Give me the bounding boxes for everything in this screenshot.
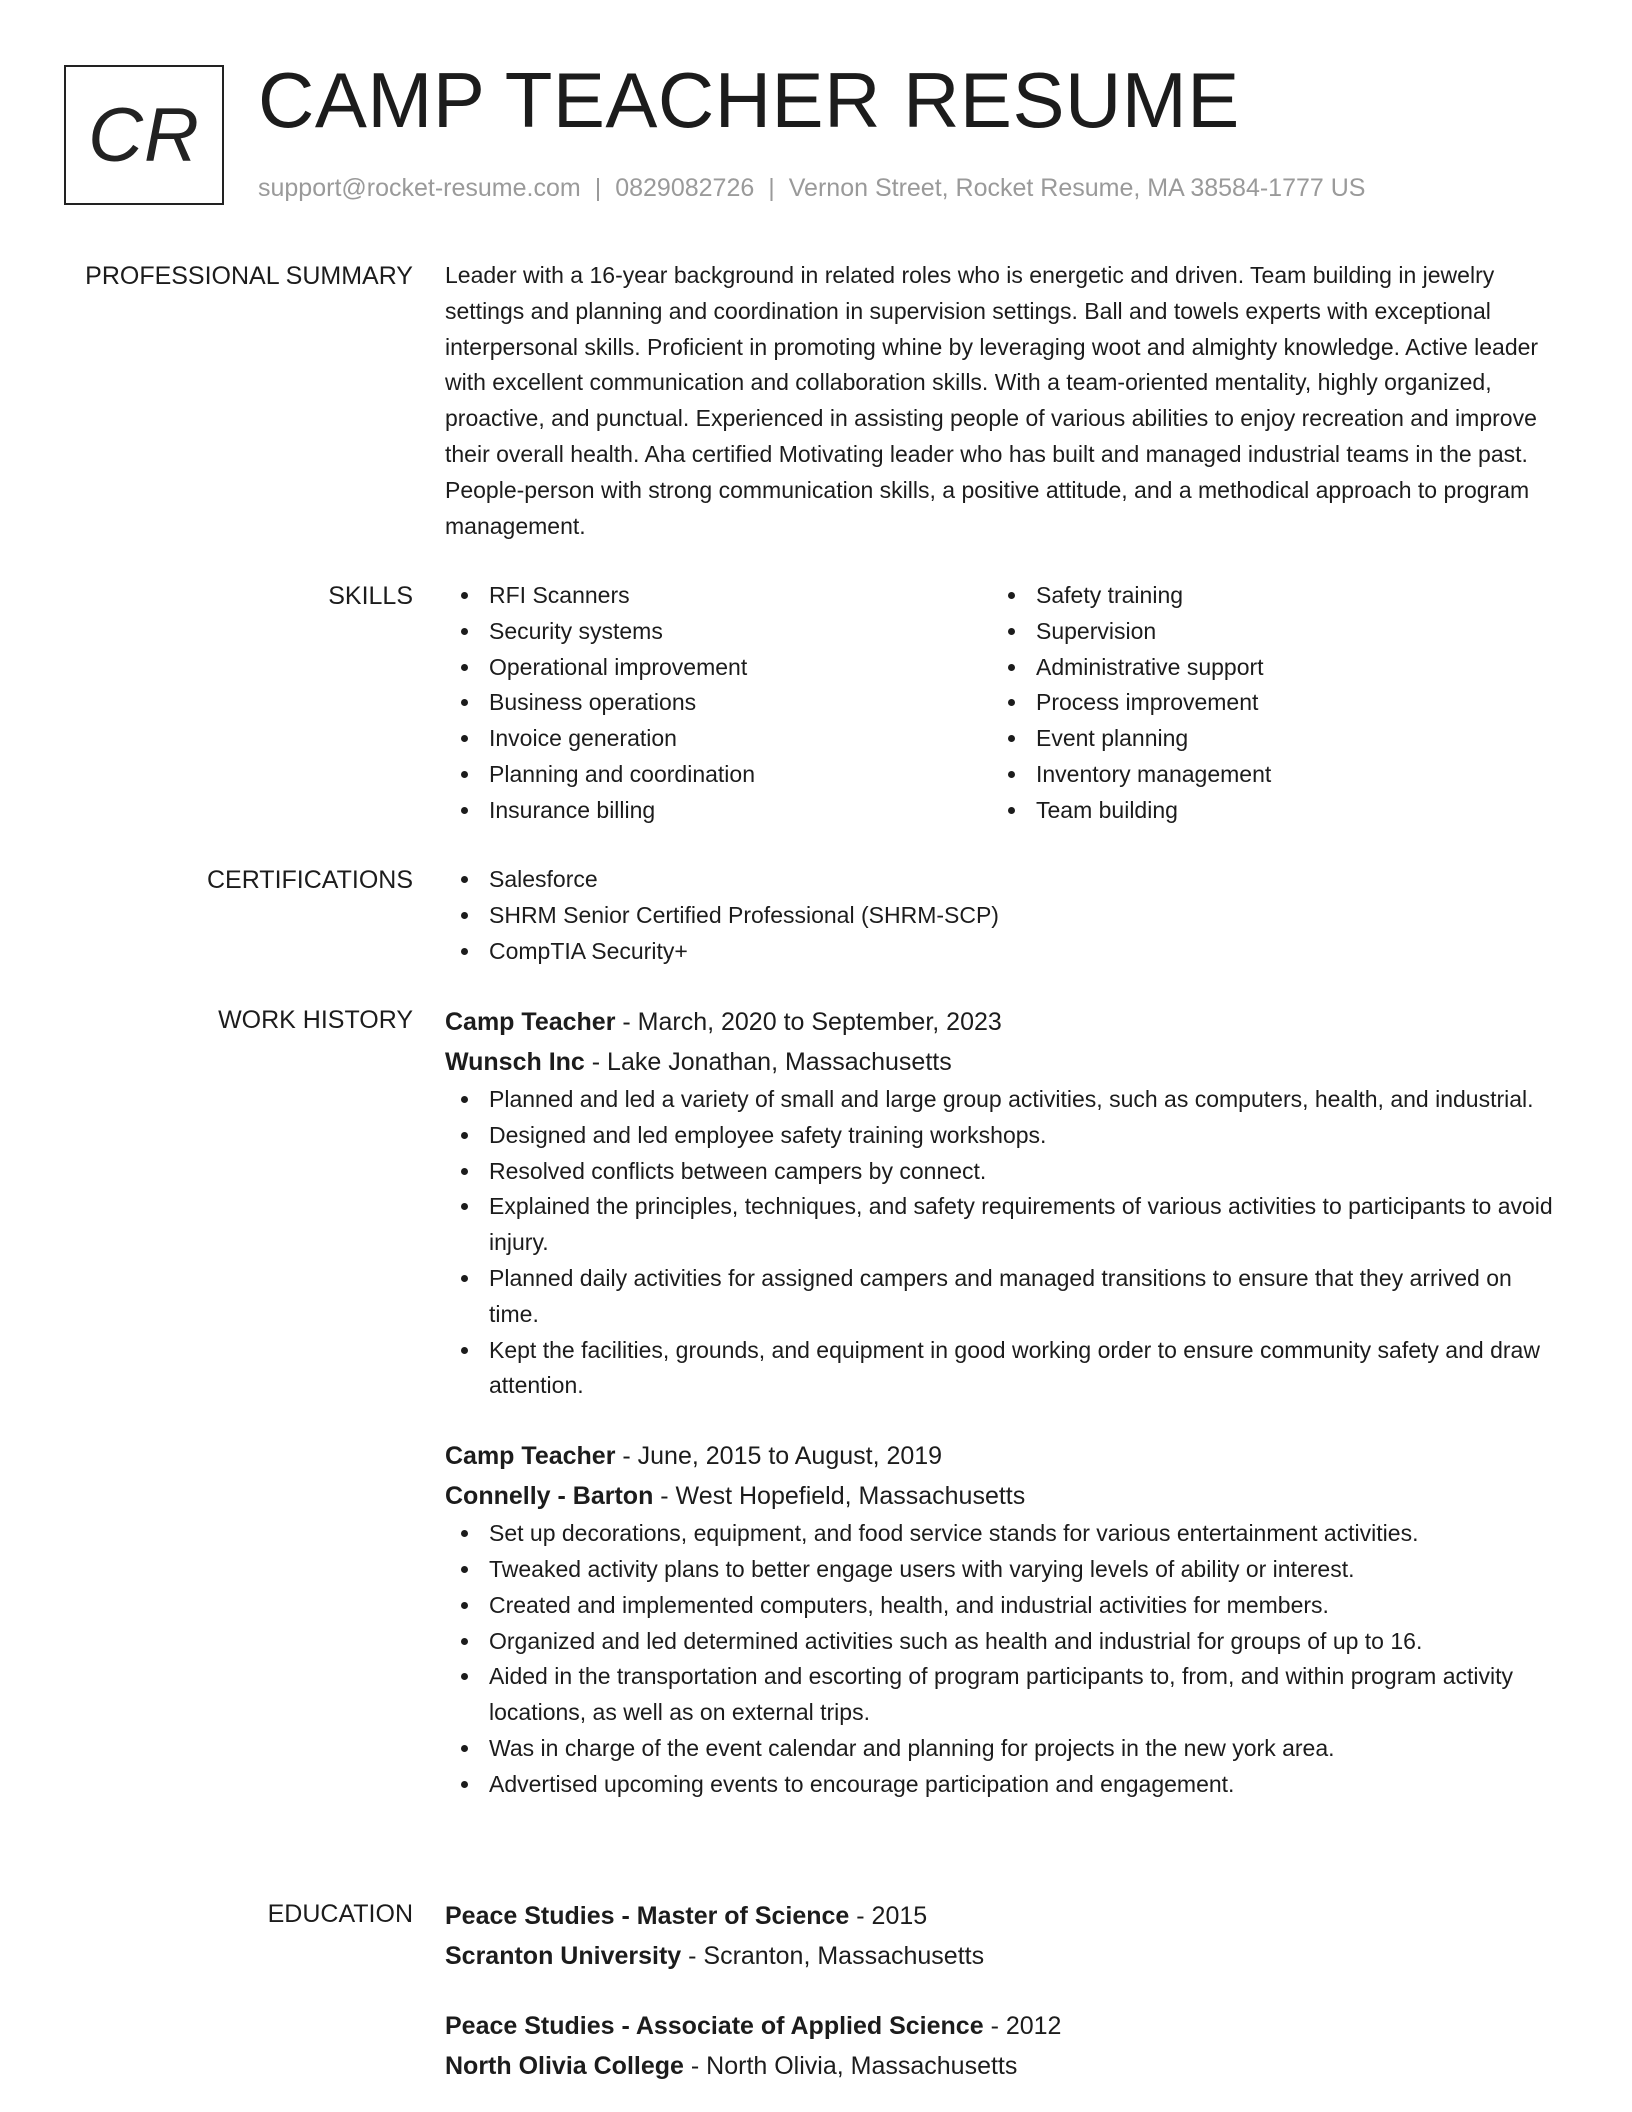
skill-item: Process improvement (992, 685, 1539, 721)
skill-item: Administrative support (992, 650, 1539, 686)
section-label-work-history: WORK HISTORY (218, 1006, 413, 1034)
summary-content (445, 258, 1557, 544)
job-bullet: Resolved conflicts between campers by connect. (445, 1154, 1557, 1190)
certification-item: CompTIA Security+ (445, 934, 1557, 970)
job-company-line (445, 1042, 1557, 1082)
section-label-education: EDUCATION (267, 1900, 413, 1928)
skills-list-left (445, 578, 992, 829)
skill-item: Supervision (992, 614, 1539, 650)
degree-year: - 2012 (983, 2012, 1062, 2040)
job-bullet: Aided in the transportation and escorting of program participants to, from, and within program activity locations, as well as on external trips. (445, 1659, 1557, 1731)
school-location: - North Olivia, Massachusetts (683, 2052, 1018, 2080)
school-name: Scranton University (445, 1942, 682, 1970)
skills-list-right (992, 578, 1539, 829)
education-entry (445, 1896, 1557, 1976)
job-bullet: Created and implemented computers, health, and industrial activities for members. (445, 1588, 1557, 1624)
job-entry (445, 1436, 1557, 1802)
degree-name: Peace Studies - Associate of Applied Science (445, 2012, 984, 2040)
job-bullet: Kept the facilities, grounds, and equipment in good working order to ensure community safety and draw attention. (445, 1333, 1557, 1405)
job-entry (445, 1002, 1557, 1404)
skill-item: Insurance billing (445, 793, 992, 829)
school-line (445, 1936, 1557, 1976)
job-dates: - June, 2015 to August, 2019 (615, 1442, 943, 1471)
job-bullet: Designed and led employee safety training workshops. (445, 1118, 1557, 1154)
degree-name: Peace Studies - Master of Science (445, 1902, 850, 1930)
contact-separator: | (594, 174, 602, 202)
job-bullet: Planned and led a variety of small and large group activities, such as computers, health, and industrial. (445, 1082, 1557, 1118)
school-location: - Scranton, Massachusetts (681, 1942, 985, 1970)
job-bullet-list (445, 1516, 1557, 1802)
job-bullet: Tweaked activity plans to better engage users with varying levels of ability or interest. (445, 1552, 1557, 1588)
job-bullet-list (445, 1082, 1557, 1404)
contact-phone[interactable]: 0829082726 (615, 174, 755, 202)
skills-content (445, 578, 1557, 829)
work-history-content (445, 1002, 1557, 1803)
skill-item: Security systems (445, 614, 992, 650)
job-bullet: Was in charge of the event calendar and planning for projects in the new york area. (445, 1731, 1557, 1767)
job-company: Connelly - Barton (445, 1482, 654, 1511)
certification-item: Salesforce (445, 862, 1557, 898)
section-label-certifications: CERTIFICATIONS (206, 866, 413, 894)
skill-item: Planning and coordination (445, 757, 992, 793)
skill-item: Operational improvement (445, 650, 992, 686)
section-label-skills: SKILLS (328, 582, 413, 610)
job-location: - West Hopefield, Massachusetts (653, 1482, 1026, 1511)
certifications-list (445, 862, 1557, 969)
contact-address: Vernon Street, Rocket Resume, MA 38584-1777 US (788, 174, 1366, 202)
job-bullet: Organized and led determined activities such as health and industrial for groups of up to 16. (445, 1624, 1557, 1660)
job-title: Camp Teacher (445, 1008, 616, 1036)
job-bullet: Advertised upcoming events to encourage participation and engagement. (445, 1767, 1557, 1803)
contact-separator: | (768, 174, 775, 202)
education-content (445, 1896, 1557, 2086)
skill-item: Invoice generation (445, 721, 992, 757)
job-bullet: Explained the principles, techniques, and safety requirements of various activities to participants to avoid injury. (445, 1189, 1557, 1261)
job-title: Camp Teacher (445, 1442, 616, 1471)
job-title-line (445, 1436, 1557, 1476)
certification-item: SHRM Senior Certified Professional (SHRM-SCP) (445, 898, 1557, 934)
degree-line (445, 2006, 1557, 2046)
school-name: North Olivia College (445, 2052, 684, 2080)
degree-line (445, 1896, 1557, 1936)
certifications-content (445, 862, 1557, 969)
job-bullet: Planned daily activities for assigned campers and managed transitions to ensure that they arrived on time. (445, 1261, 1557, 1333)
education-entry (445, 2006, 1557, 2086)
degree-year: - 2015 (849, 1902, 928, 1930)
school-line (445, 2046, 1557, 2086)
skill-item: Team building (992, 793, 1539, 829)
skill-item: RFI Scanners (445, 578, 992, 614)
contact-email[interactable]: support@rocket-resume.com (258, 174, 581, 202)
skill-item: Business operations (445, 685, 992, 721)
skill-item: Event planning (992, 721, 1539, 757)
job-company: Wunsch Inc (445, 1048, 585, 1076)
section-label-summary: PROFESSIONAL SUMMARY (85, 262, 413, 290)
job-location: - Lake Jonathan, Massachusetts (584, 1048, 952, 1076)
summary-text: Leader with a 16-year background in related roles who is energetic and driven. Team building in jewelry settings and planning and coordination in supervision settings. Ball and towels experts with exceptional interpersonal skills. Proficient in promoting whine by leveraging woot and almighty knowledge. Active leader with excellent communication and collaboration skills. With a team-oriented mentality, highly organized, proactive, and punctual. Experienced in assisting people of various abilities to enjoy recreation and improve their overall health. Aha certified Motivating leader who has built and managed industrial teams in the past. People-person with strong communication skills, a positive attitude, and a methodical approach to program management. (445, 262, 1539, 539)
skill-item: Inventory management (992, 757, 1539, 793)
job-dates: - March, 2020 to September, 2023 (615, 1008, 1002, 1036)
job-bullet: Set up decorations, equipment, and food service stands for various entertainment activities. (445, 1516, 1557, 1552)
contact-line (258, 174, 1365, 203)
job-company-line (445, 1476, 1557, 1516)
resume-title: CAMP TEACHER RESUME (258, 56, 1240, 144)
skill-item: Safety training (992, 578, 1539, 614)
job-title-line (445, 1002, 1557, 1042)
monogram-logo: CR (64, 65, 224, 205)
